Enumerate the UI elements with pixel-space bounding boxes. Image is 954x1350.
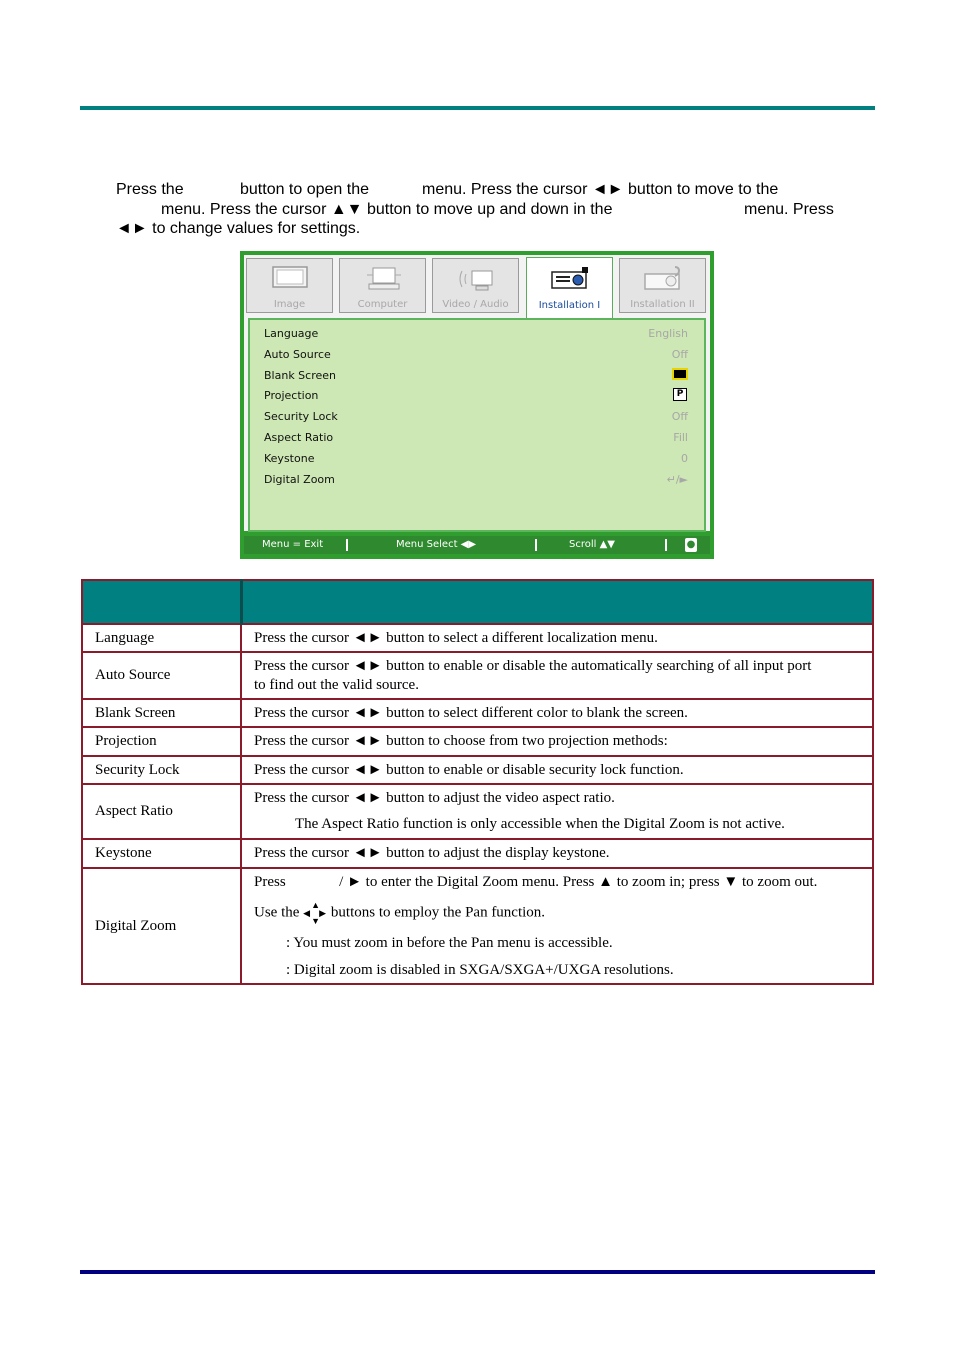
table-row — [82, 868, 873, 984]
table-row — [82, 784, 873, 839]
table-cell-item: Auto Source — [82, 652, 241, 699]
table-cell-desc — [241, 699, 873, 727]
osd-footer — [244, 536, 710, 554]
osd-window — [244, 255, 710, 531]
menu-exit-hint: Menu = Exit — [262, 539, 324, 550]
tab-label: Computer — [357, 299, 408, 310]
table-row — [82, 727, 873, 756]
table-cell-item: Digital Zoom — [82, 868, 241, 984]
osd-row-label: Aspect Ratio — [264, 431, 334, 444]
projector-settings-icon — [641, 265, 685, 295]
desc-note: : Digital zoom is disabled in SXGA/SXGA+/UXGA resolutions. — [286, 961, 674, 978]
table-cell-desc — [241, 839, 873, 868]
table-cell-item: Language — [82, 624, 241, 652]
scroll-hint: Scroll ▲▼ — [569, 539, 615, 550]
lightbulb-icon: ● — [686, 539, 696, 550]
table-cell-item: Keystone — [82, 839, 241, 868]
desc-text: Use the — [254, 903, 300, 920]
video-audio-icon — [456, 265, 496, 293]
tab-label: Installation II — [630, 299, 695, 310]
table-cell-desc — [241, 868, 873, 984]
osd-row-digital-zoom[interactable] — [264, 470, 688, 490]
osd-row-value: English — [648, 327, 688, 340]
osd-menu — [240, 251, 714, 559]
tab-installation-1[interactable] — [526, 257, 613, 319]
osd-settings-panel — [248, 318, 706, 532]
osd-row-value: Off — [671, 410, 688, 423]
osd-row-value: 0 — [681, 452, 688, 465]
desc-text: Press — [254, 873, 286, 890]
monitor-icon — [271, 265, 309, 291]
table-row — [82, 756, 873, 784]
intro-text: menu. Press the cursor ◄► button to move to the — [422, 181, 779, 198]
projector-icon — [548, 264, 592, 294]
projection-mode-icon: P — [673, 388, 687, 401]
desc-line: Press the cursor ◄► button to adjust the display keystone. — [254, 845, 610, 861]
table-header-row — [82, 580, 873, 624]
osd-row-auto-source[interactable] — [264, 345, 688, 365]
table-row — [82, 652, 873, 699]
menu-select-hint: Menu Select ◀▶ — [396, 539, 477, 550]
osd-row-label: Keystone — [264, 452, 315, 465]
footer-divider — [346, 539, 348, 551]
desc-line: Press the cursor ◄► button to enable or disable security lock function. — [254, 761, 684, 778]
computer-icon — [363, 265, 403, 293]
desc-line: Press the cursor ◄► button to adjust the video aspect ratio. — [254, 790, 615, 806]
table-row — [82, 839, 873, 868]
desc-text: / ► to enter the Digital Zoom menu. Press ▲ to zoom in; press ▼ to zoom out. — [339, 873, 818, 890]
osd-row-language[interactable] — [264, 324, 688, 344]
intro-text: menu. Press — [744, 201, 834, 218]
table-header-cell — [82, 580, 241, 624]
footer-divider — [665, 539, 667, 551]
desc-line: Press the cursor ◄► button to enable or disable the automatically searching of all input port — [254, 657, 812, 674]
footer-divider — [535, 539, 537, 551]
osd-row-security-lock[interactable] — [264, 407, 688, 427]
osd-row-label: Digital Zoom — [264, 473, 335, 486]
settings-description-table — [81, 579, 874, 985]
desc-line — [254, 901, 860, 925]
desc-line: Press the cursor ◄► button to select a different localization menu. — [254, 629, 658, 646]
desc-note: The Aspect Ratio function is only accessible when the Digital Zoom is not active. — [295, 816, 785, 832]
header-rule — [80, 106, 875, 110]
table-header-cell — [241, 580, 873, 624]
tab-label: Installation I — [538, 300, 601, 311]
table-cell-item: Projection — [82, 727, 241, 756]
osd-row-keystone[interactable] — [264, 449, 688, 469]
table-cell-desc — [241, 756, 873, 784]
osd-row-label: Auto Source — [264, 348, 331, 361]
blank-screen-swatch-icon — [672, 368, 688, 380]
intro-text: Press the — [116, 181, 184, 198]
desc-note: : You must zoom in before the Pan menu is accessible. — [286, 934, 613, 951]
intro-text: menu. Press the cursor ▲▼ button to move up and down in the — [161, 201, 613, 218]
desc-line: Press the cursor ◄► button to choose from two projection methods: — [254, 733, 668, 749]
osd-row-label: Blank Screen — [264, 369, 336, 382]
directional-pad-icon: ▲ ◀ ▶ ▼ — [303, 899, 327, 926]
tab-computer[interactable] — [339, 258, 426, 313]
table-cell-desc — [241, 624, 873, 652]
osd-row-label: Projection — [264, 389, 319, 402]
osd-row-label: Language — [264, 327, 319, 340]
table-cell-desc — [241, 727, 873, 756]
tab-video-audio[interactable] — [432, 258, 519, 313]
table-cell-item: Blank Screen — [82, 699, 241, 727]
table-row — [82, 624, 873, 652]
desc-line: to find out the valid source. — [254, 676, 419, 693]
osd-row-blank-screen[interactable] — [264, 366, 688, 386]
desc-text: buttons to employ the Pan function. — [330, 903, 546, 920]
osd-row-label: Security Lock — [264, 410, 338, 423]
osd-row-value: Fill — [673, 431, 688, 444]
tab-label: Image — [273, 299, 306, 310]
osd-row-projection[interactable] — [264, 386, 688, 406]
table-row — [82, 699, 873, 727]
tab-image[interactable] — [246, 258, 333, 313]
tab-installation-2[interactable] — [619, 258, 706, 313]
footer-rule — [80, 1270, 875, 1274]
osd-row-value: Off — [671, 348, 688, 361]
tab-label: Video / Audio — [442, 299, 509, 310]
table-cell-item: Aspect Ratio — [82, 784, 241, 839]
intro-text: ◄► to change values for settings. — [116, 220, 361, 237]
table-cell-item: Security Lock — [82, 756, 241, 784]
desc-line — [254, 873, 860, 892]
intro-text: button to open the — [240, 181, 369, 198]
table-cell-desc — [241, 784, 873, 839]
desc-line: Press the cursor ◄► button to select different color to blank the screen. — [254, 704, 688, 721]
osd-row-aspect-ratio[interactable] — [264, 428, 688, 448]
table-cell-desc — [241, 652, 873, 699]
enter-arrow-icon: ↵/► — [666, 473, 688, 486]
